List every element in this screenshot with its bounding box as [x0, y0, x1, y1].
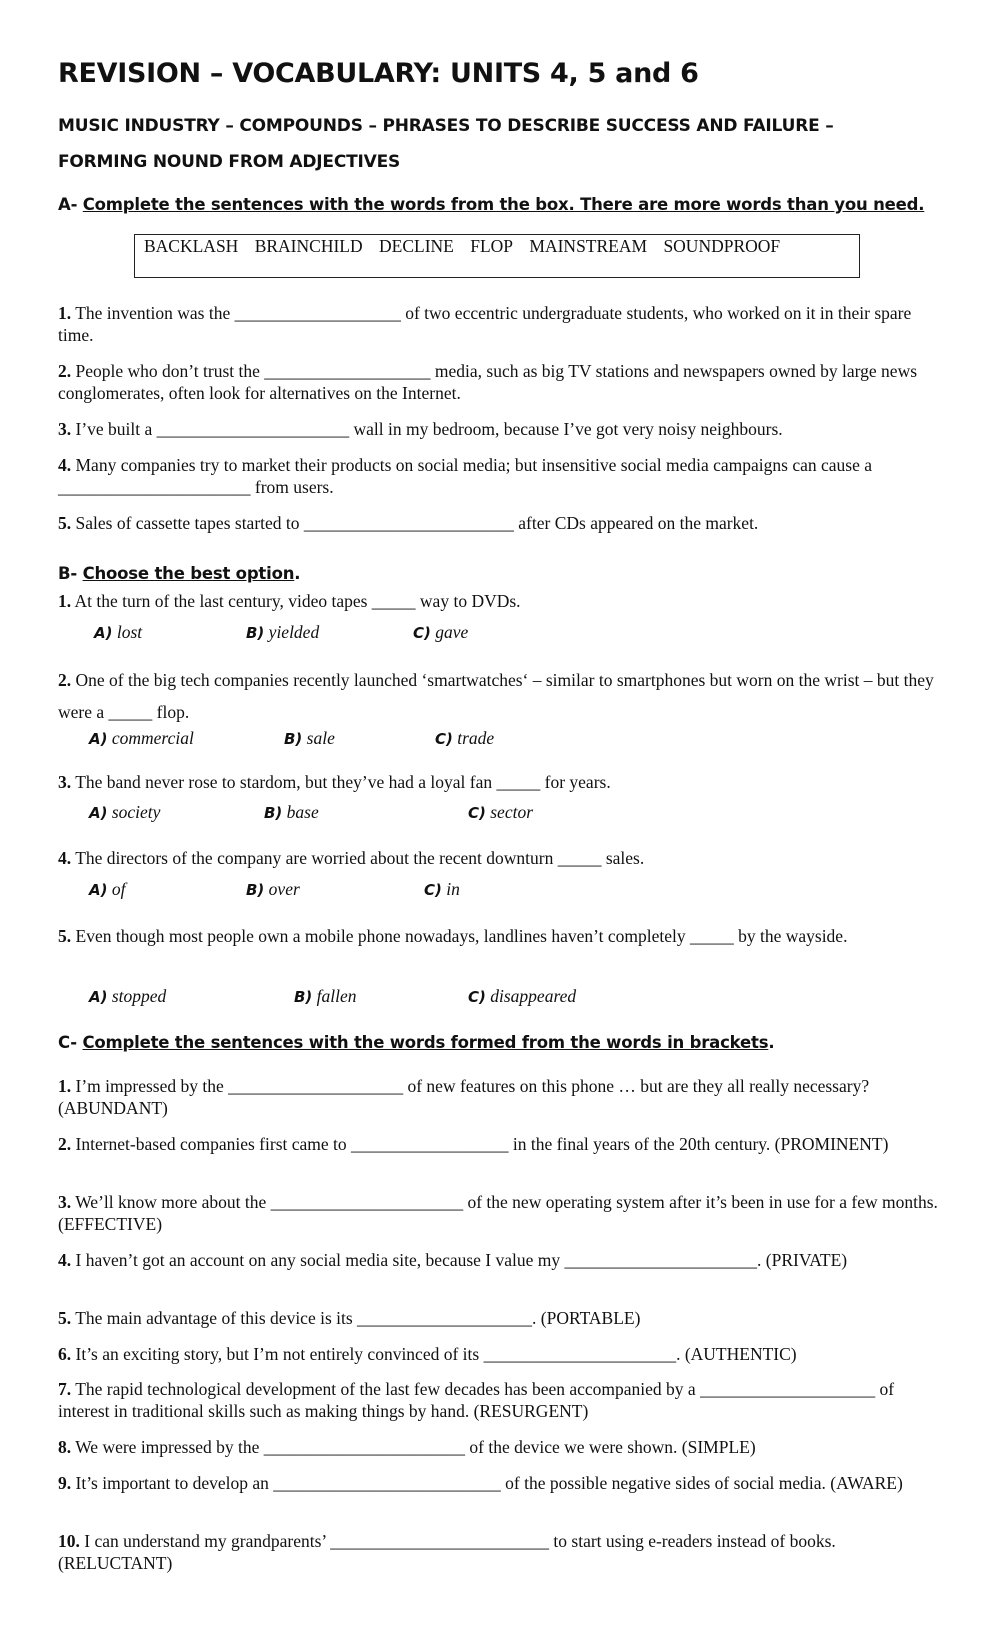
option-a[interactable]: A) lost [94, 622, 143, 642]
section-a-question: 5. Sales of cassette tapes started to ________________________ after CDs appeared on the market. [58, 513, 759, 533]
subtitle-line-2: FORMING NOUND FROM ADJECTIVES [58, 152, 401, 172]
section-a-label: A- [58, 195, 78, 214]
section-a-question: 3. I’ve built a ______________________ wall in my bedroom, because I’ve got very noisy neighbours. [58, 419, 783, 439]
section-c-question: 1. I’m impressed by the ____________________ of new features on this phone … but are they all really necessary? (ABUNDANT) [58, 1076, 870, 1118]
option-a[interactable]: A) society [89, 802, 161, 822]
box-word: FLOP [470, 236, 514, 256]
option-b[interactable]: B) sale [284, 728, 335, 748]
option-c[interactable]: C) gave [413, 622, 469, 642]
section-c-question: 8. We were impressed by the _______________________ of the device we were shown. (SIMPLE) [58, 1437, 756, 1457]
section-c-question: 5. The main advantage of this device is its ____________________. (PORTABLE) [58, 1308, 641, 1328]
section-b-question: 3. The band never rose to stardom, but they’ve had a loyal fan _____ for years. [58, 772, 611, 792]
section-b-heading: B- Choose the best option. [58, 564, 301, 583]
option-c[interactable]: C) sector [468, 802, 534, 822]
option-c[interactable]: C) disappeared [468, 986, 577, 1006]
section-c-question: 4. I haven’t got an account on any social media site, because I value my ______________________. (PRIVATE) [58, 1250, 848, 1270]
section-b-label: B- [58, 564, 78, 583]
section-b-question: 5. Even though most people own a mobile phone nowadays, landlines haven’t completely _____ by the wayside. [58, 926, 848, 946]
section-c-question: 10. I can understand my grandparents’ _________________________ to start using e-readers instead of books. (RELUCTANT) [58, 1531, 836, 1573]
section-c-heading: C- Complete the sentences with the words formed from the words in brackets. [58, 1033, 775, 1052]
section-c-instruction: Complete the sentences with the words formed from the words in brackets [82, 1033, 769, 1052]
option-b[interactable]: B) over [246, 879, 300, 899]
section-c-question: 7. The rapid technological development of the last few decades has been accompanied by a ____________________ of interest in traditional skills such as making things by hand. (RESURGENT) [58, 1379, 895, 1421]
option-c[interactable]: C) in [424, 879, 460, 899]
section-a-question: 2. People who don’t trust the ___________________ media, such as big TV stations and newspapers owned by large news conglomerates, often look for alternatives on the Internet. [58, 361, 918, 403]
box-word: SOUNDPROOF [663, 236, 781, 256]
option-c[interactable]: C) trade [435, 728, 495, 748]
page-title: REVISION – VOCABULARY: UNITS 4, 5 and 6 [58, 58, 699, 89]
option-b[interactable]: B) base [264, 802, 319, 822]
box-word: BRAINCHILD [254, 236, 363, 256]
subtitle-line-1: MUSIC INDUSTRY – COMPOUNDS – PHRASES TO DESCRIBE SUCCESS AND FAILURE – [58, 116, 834, 136]
section-b-question: 4. The directors of the company are worried about the recent downturn _____ sales. [58, 848, 645, 868]
section-c-question: 2. Internet-based companies first came to __________________ in the final years of the 20th century. (PROMINENT) [58, 1134, 889, 1154]
section-a-question: 4. Many companies try to market their products on social media; but insensitive social media campaigns can cause a ______________________ from users. [58, 455, 872, 497]
section-c-question: 9. It’s important to develop an __________________________ of the possible negative sides of social media. (AWARE) [58, 1473, 903, 1493]
section-a-question: 1. The invention was the ___________________ of two eccentric undergraduate students, who worked on it in their spare time. [58, 303, 912, 345]
option-b[interactable]: B) fallen [294, 986, 357, 1006]
section-c-question: 3. We’ll know more about the ______________________ of the new operating system after it’s been in use for a few months. (EFFECTIVE) [58, 1192, 938, 1234]
box-word: BACKLASH [144, 236, 239, 256]
section-a-instruction: Complete the sentences with the words from the box. There are more words than you need. [82, 195, 925, 214]
section-b-instruction: Choose the best option [82, 564, 295, 583]
word-box [134, 234, 860, 278]
section-b-question: 2. One of the big tech companies recently launched ‘smartwatches‘ – similar to smartphones but worn on the wrist – but they were a _____ flop. [58, 670, 934, 722]
option-b[interactable]: B) yielded [246, 622, 320, 642]
option-a[interactable]: A) stopped [89, 986, 167, 1006]
option-a[interactable]: A) of [89, 879, 126, 899]
box-word: DECLINE [379, 236, 454, 256]
box-word: MAINSTREAM [529, 236, 648, 256]
section-b-question: 1. At the turn of the last century, video tapes _____ way to DVDs. [58, 591, 521, 611]
section-c-label: C- [58, 1033, 77, 1052]
section-a-heading [58, 195, 924, 214]
option-a[interactable]: A) commercial [89, 728, 194, 748]
section-c-question: 6. It’s an exciting story, but I’m not entirely convinced of its ______________________. (AUTHENTIC) [58, 1344, 797, 1364]
